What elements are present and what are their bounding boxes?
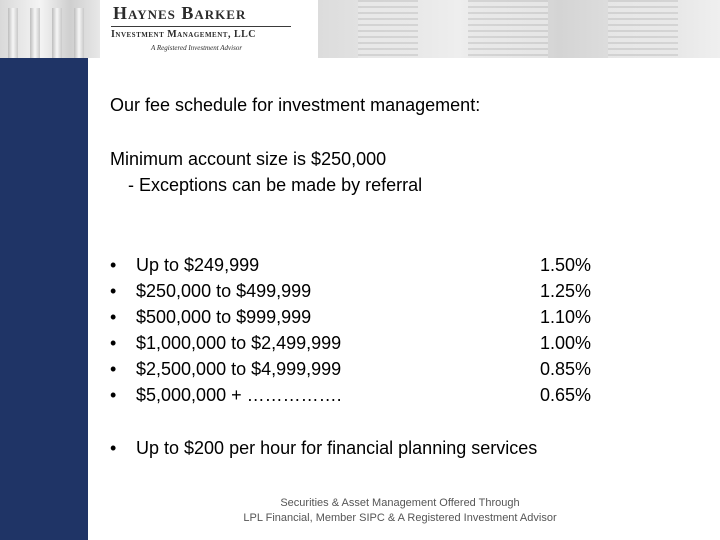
bullet-icon: •: [110, 333, 117, 353]
planning-fee-text: Up to $200 per hour for financial planning services: [136, 438, 538, 458]
column-shape: [30, 8, 40, 58]
fee-row: [110, 255, 630, 281]
fee-rate: 0.65%: [540, 385, 592, 405]
fee-range: $2,500,000 to $4,999,999: [136, 359, 342, 379]
column-shape: [52, 8, 62, 58]
minimum-account-size: Minimum account size is $250,000: [110, 149, 387, 169]
fee-range: Up to $249,999: [136, 255, 260, 275]
fee-row: [110, 385, 630, 411]
building-artwork: [318, 0, 720, 58]
fee-range: $250,000 to $499,999: [136, 281, 312, 301]
fee-range: $5,000,000 + …………….: [136, 385, 342, 405]
minimum-exception-note: - Exceptions can be made by referral: [128, 175, 423, 195]
fee-row: [110, 333, 630, 359]
left-navy-band: [0, 0, 88, 540]
bullet-icon: •: [110, 385, 117, 405]
logo-subtitle: Investment Management, LLC: [111, 29, 257, 40]
fee-range: $1,000,000 to $2,499,999: [136, 333, 342, 353]
building-shape: [468, 0, 548, 58]
fee-row: [110, 359, 630, 385]
column-artwork: [0, 0, 100, 58]
fee-schedule-heading: Our fee schedule for investment management:: [110, 95, 481, 115]
column-shape: [8, 8, 18, 58]
fee-rate: 1.10%: [540, 307, 592, 327]
footer-disclosure-line-2: LPL Financial, Member SIPC & A Registered Investment Advisor: [243, 512, 557, 524]
fee-rate: 1.50%: [540, 255, 592, 275]
building-shape: [608, 0, 678, 58]
logo-title: Haynes Barker: [113, 3, 247, 23]
fee-rate: 1.00%: [540, 333, 592, 353]
bullet-icon: •: [110, 281, 117, 301]
building-shape: [358, 0, 418, 58]
bullet-icon: •: [110, 255, 117, 275]
bullet-icon: •: [110, 307, 117, 327]
column-shape: [74, 8, 84, 58]
logo-tagline: A Registered Investment Advisor: [151, 44, 243, 52]
footer-disclosure-line-1: Securities & Asset Management Offered Through: [280, 497, 520, 509]
fee-rate: 0.85%: [540, 359, 592, 379]
fee-range: $500,000 to $999,999: [136, 307, 312, 327]
planning-fee-row: [110, 438, 630, 464]
fee-row: [110, 307, 630, 333]
logo-divider: [111, 26, 291, 27]
bullet-icon: •: [110, 359, 117, 379]
fee-rate: 1.25%: [540, 281, 592, 301]
header-banner: [0, 0, 720, 58]
fee-row: [110, 281, 630, 307]
bullet-icon: •: [110, 438, 117, 458]
